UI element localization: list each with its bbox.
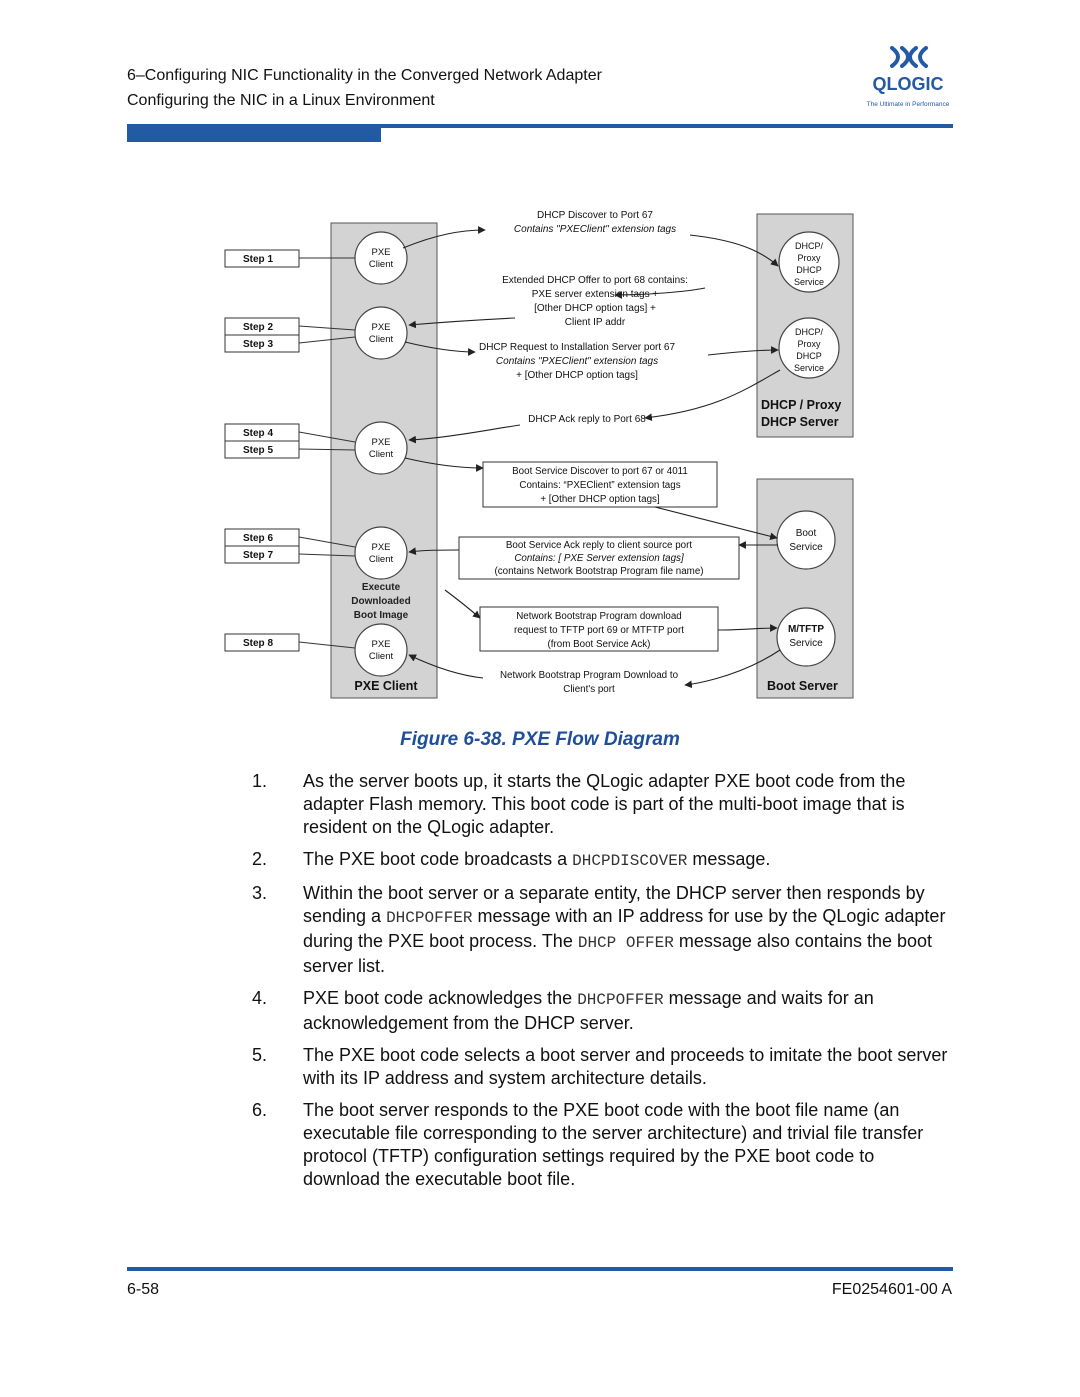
msg1-line2: Contains "PXEClient" extension tags xyxy=(513,224,677,235)
svg-text:Proxy: Proxy xyxy=(797,339,821,349)
svg-text:Service: Service xyxy=(793,363,825,373)
msg7-line3: (from Boot Service Ack) xyxy=(547,639,651,650)
pxe-label: PXE xyxy=(371,247,391,258)
list-item-text xyxy=(303,848,952,873)
pxe-client-column-label: PXE Client xyxy=(354,679,418,693)
step-label-6: Step 6 xyxy=(243,533,274,544)
execute-line-3: Boot Image xyxy=(353,610,409,621)
step-label-7: Step 7 xyxy=(243,550,274,561)
client-label: Client xyxy=(368,449,394,460)
svg-text:DHCP: DHCP xyxy=(796,351,822,361)
msg2-line4: Client IP addr xyxy=(564,317,626,328)
code-term: DHCPDISCOVER xyxy=(572,852,688,870)
pxe-label: PXE xyxy=(371,322,391,333)
list-item xyxy=(252,1044,952,1090)
list-item xyxy=(252,882,952,978)
text-run: message also contains the boot server list. xyxy=(303,931,933,976)
msg8-line2: Client's port xyxy=(563,684,615,695)
msg3-line2: Contains "PXEClient" extension tags xyxy=(495,356,659,367)
msg8-line1: Network Bootstrap Program Download to xyxy=(499,670,679,681)
list-item xyxy=(252,848,952,873)
qlogic-logo xyxy=(862,42,956,110)
text-run: Within the boot server or a separate entity, the DHCP server then responds by sending a xyxy=(303,883,925,926)
client-label: Client xyxy=(368,259,394,270)
list-item-text xyxy=(303,987,952,1035)
list-item-text xyxy=(303,882,952,978)
list-item-number: 4. xyxy=(252,988,268,1008)
pxe-flow-diagram xyxy=(215,200,865,710)
msg1-line1: DHCP Discover to Port 67 xyxy=(537,210,653,221)
header-chapter: 6–Configuring NIC Functionality in the Converged Network Adapter xyxy=(127,67,602,84)
steps-list xyxy=(252,770,952,1200)
logo-tagline: The Ultimate in Performance xyxy=(866,101,950,108)
list-item-number: 5. xyxy=(252,1045,268,1065)
list-item-number: 2. xyxy=(252,849,268,869)
code-term: DHCP OFFER xyxy=(577,934,674,952)
header-section: Configuring the NIC in a Linux Environment xyxy=(127,92,435,109)
page-number: 6-58 xyxy=(127,1281,160,1298)
msg5-line2: Contains: “PXEClient” extension tags xyxy=(519,480,681,491)
svg-text:Boot: Boot xyxy=(795,528,817,539)
msg2-line1: Extended DHCP Offer to port 68 contains: xyxy=(502,275,688,286)
svg-text:Service: Service xyxy=(789,638,823,649)
mtftp-service-circle xyxy=(777,608,835,666)
step-label-2: Step 2 xyxy=(243,322,274,333)
msg2-line2: PXE server extension tags + xyxy=(531,289,659,300)
msg6-line2: Contains: [ PXE Server extension tags] xyxy=(514,553,684,564)
msg7-line2: request to TFTP port 69 or MTFTP port xyxy=(514,625,684,636)
msg4-line1: DHCP Ack reply to Port 68 xyxy=(528,414,646,425)
footer-rule xyxy=(127,1267,953,1271)
pxe-client-circle-2 xyxy=(355,307,407,359)
msg3-line3: + [Other DHCP option tags] xyxy=(516,370,638,381)
list-item-number: 3. xyxy=(252,883,268,903)
list-item-text xyxy=(303,1044,952,1090)
list-item-number: 1. xyxy=(252,771,268,791)
list-item-text xyxy=(303,1099,952,1191)
msg6-line3: (contains Network Bootstrap Program file name) xyxy=(494,566,704,577)
text-run: message. xyxy=(687,849,771,869)
figure-caption: Figure 6-38. PXE Flow Diagram xyxy=(400,729,680,750)
text-run: The PXE boot code broadcasts a xyxy=(303,849,573,869)
text-run: message and waits for an acknowledgement from the DHCP server. xyxy=(303,988,874,1033)
svg-text:M/TFTP: M/TFTP xyxy=(787,624,825,635)
header-rule-accent xyxy=(127,124,381,142)
step-label-3: Step 3 xyxy=(243,339,274,350)
dhcp-server-label-2: DHCP Server xyxy=(761,415,839,429)
arrow-client-to-download xyxy=(445,590,480,618)
step-label-5: Step 5 xyxy=(243,445,274,456)
text-run: PXE boot code acknowledges the xyxy=(303,988,578,1008)
boot-server-label: Boot Server xyxy=(767,679,838,693)
document-id: FE0254601-00 A xyxy=(831,1281,952,1298)
step-label-1: Step 1 xyxy=(243,254,274,265)
list-item xyxy=(252,770,952,839)
logo-wordmark: QLOGIC xyxy=(872,74,944,94)
text-run: As the server boots up, it starts the QLogic adapter PXE boot code from the adapter Flash memory. This boot code is part of the multi-boot image that is resident on the QLogic adapter. xyxy=(303,771,906,837)
msg2-line3: [Other DHCP option tags] + xyxy=(534,303,656,314)
msg3-line1: DHCP Request to Installation Server port 67 xyxy=(478,342,676,353)
execute-line-2: Downloaded xyxy=(351,596,411,607)
client-label: Client xyxy=(368,334,394,345)
text-run: The PXE boot code selects a boot server and proceeds to imitate the boot server with its IP address and system architecture details. xyxy=(303,1045,948,1088)
svg-text:Service: Service xyxy=(789,542,823,553)
execute-line-1: Execute xyxy=(361,582,401,593)
msg5-line1: Boot Service Discover to port 67 or 4011 xyxy=(512,466,688,477)
text-run: message with an IP address for use by the QLogic adapter during the PXE boot process. The xyxy=(303,906,946,951)
code-term: DHCPOFFER xyxy=(577,991,664,1009)
pxe-label: PXE xyxy=(371,639,391,650)
boot-service-circle xyxy=(777,511,835,569)
msg6-line1: Boot Service Ack reply to client source port xyxy=(505,540,693,551)
text-run: The boot server responds to the PXE boot code with the boot file name (an executable file corresponding to the server architecture) and trivial file transfer protocol (TFTP) configuration settings required by the PXE boot code to download the executable boot file. xyxy=(303,1100,924,1189)
list-item-number: 6. xyxy=(252,1100,268,1120)
pxe-label: PXE xyxy=(371,542,391,553)
client-label: Client xyxy=(368,554,394,565)
pxe-client-circle-5 xyxy=(355,624,407,676)
msg7-line1: Network Bootstrap Program download xyxy=(516,611,682,622)
list-item-text xyxy=(303,770,952,839)
svg-text:DHCP/: DHCP/ xyxy=(794,327,824,337)
svg-text:Proxy: Proxy xyxy=(797,253,821,263)
svg-text:DHCP/: DHCP/ xyxy=(794,241,824,251)
msg5-line3: + [Other DHCP option tags] xyxy=(540,494,660,505)
code-term: DHCPOFFER xyxy=(386,909,473,927)
svg-text:Service: Service xyxy=(793,277,825,287)
list-item xyxy=(252,1099,952,1191)
pxe-client-circle-1 xyxy=(355,232,407,284)
pxe-label: PXE xyxy=(371,437,391,448)
step-label-8: Step 8 xyxy=(243,638,274,649)
step-label-4: Step 4 xyxy=(243,428,274,439)
client-label: Client xyxy=(368,651,394,662)
pxe-client-circle-4 xyxy=(355,527,407,579)
svg-text:DHCP: DHCP xyxy=(796,265,822,275)
list-item xyxy=(252,987,952,1035)
dhcp-server-label-1: DHCP / Proxy xyxy=(761,398,842,412)
pxe-client-circle-3 xyxy=(355,422,407,474)
